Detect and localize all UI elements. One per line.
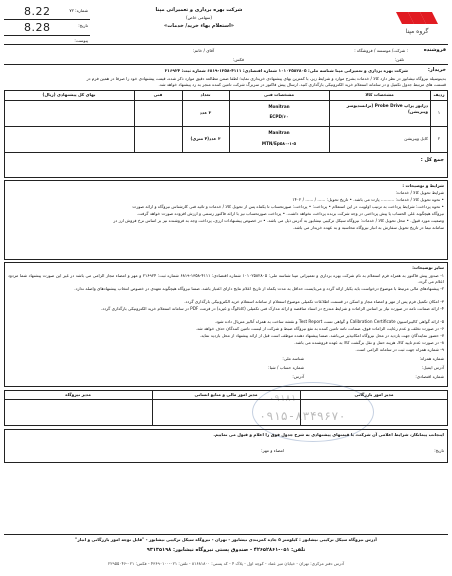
- condition-line-3: • نحوه پرداخت: شرایط پرداخت به ترتیب اولویت در این استعلام • پرداخت: • پرداخت: صورتحساب تا یکماه پس از تحویل کالا / خدمات و تائید فنی کارشناس نیروگاه و ارائه صورت: [132, 204, 444, 209]
- col-header-total: بهای کل پیشنهادی (ریال): [42, 92, 96, 97]
- note-1: ۱- صدور پیش فاکتور به همراه فرم استعلام به نام شرکت بهره برداری و تعمیراتی مپنا شناسه ملی: ۱۰۱۰۲۵۸۲۸۰۵ شماره اقتصادی: ۴۱۱۱-۱۳۵۸-۶۸۱۹ شماره ثبت: ۲۱۶۹۲۴ و مهر و امضاء مجاز الزامی می باشد در غیر این صورت پیشنهاد شما مردود اعلام می گردد.: [8, 273, 444, 284]
- approval-finance: مدیر امور مالی و منابع انسانی: [194, 392, 258, 397]
- note-9: ۹- شماره همراه جهت ثبت در سامانه الزامی است.: [355, 347, 444, 352]
- col-header-qty: تعداد: [200, 92, 211, 97]
- note-8: ۸- در صورت عدم تایید کالا، هزینه حمل و نقل برگشت کالا به عهده فروشنده می باشد.: [294, 340, 444, 345]
- note-7: ۷- حضور نمایندگان جهت بازدید در محل نیروگاه امکانپذیر می‌باشد. ضمنا پیشنهاد دهنده موظف است قبل از ارائه پیشنهاد از محل بازدید نماید.: [199, 333, 444, 338]
- document-page: [4, 4, 448, 572]
- seller-phone-label: تلفن:: [394, 57, 404, 62]
- total-label: جمع کل :: [420, 157, 444, 163]
- field-economic: شماره اقتصادی:: [415, 374, 444, 379]
- note-2: ۲- پیشنهادهای مالی مرتبط با موضوع درخواست باید یکبار ارائه گردد و می‌بایست حداقل به مدت یکماه از تاریخ اعلام نتایج دارای اعتبار باشد. ضمنا نیروگاه هیچگونه تعهدی در خصوص انتخاب پیشنهادهای واصله ندارد.: [74, 286, 444, 291]
- intro-line-2: قسمت های مرتبط جدول تکمیل و در سامانه استعلام خرید الکترونیکی بارگذاری کنید. ارسال پیش فاکتور در سربرگ شرکت تامین کننده منجر به رد پیشنهاد خواهد شد.: [158, 82, 446, 87]
- col-header-name: مشخصات کالا: [365, 92, 394, 97]
- mapna-logo: [386, 10, 444, 38]
- buyer-info: شرکت بهره برداری و تعمیراتی مپنا شناسه ملی: ۱۰۱۰۲۵۸۲۸۰۵ شماره اقتصادی: ۴۱۱۱-۱۳۵۸-۶۸۱۹ شماره ثبت: ۲۱۶۹۲۴: [164, 68, 408, 73]
- row-1-name: درایور پراپ Probe Drive (ترانسدیوسر ویبریشن): [346, 103, 428, 114]
- stamp-top-number: ۰۹۱۸۱: [269, 394, 297, 404]
- buyer-label: خریدار:: [427, 67, 446, 73]
- row-2-spec-model: MTN/Ep۵۸۰-۱-۵: [261, 141, 297, 146]
- field-address: آدرس:: [292, 374, 304, 379]
- handwritten-date: 8.28: [24, 21, 51, 34]
- row-2-qty: ۳ عدد(۴ متری): [190, 136, 221, 141]
- stamp-phone-number: ۰۹۱۵-۸۳۴۹۶۷۰: [259, 409, 346, 423]
- attachment-label: پیوست:: [74, 38, 88, 43]
- signoff-text: اینجانب پیمانکار، شرایط اعلامی آن شرکت، با قیمتهای پیشنهادی به شرح جدول فوق را اعلام و قبول می نماییم.: [213, 432, 444, 437]
- condition-line-6: سامانه نیما در تاریخ تحویل سفارش به انبار نیروگاه محاسبه و به عهده خریدار می باشد.: [292, 225, 444, 230]
- intro-line-1: بدینوسیله نیروگاه نیشابور در نظر دارد کالا / خدمات بشرح موارد و شرایط زیر، با کمترین بهای پیشنهادی خریداری نماید؛ لطفا ضمن مطالعه دقیق موارد ذکر شده، قیمت پیشنهادی خود را صرفا در همین فرم در: [86, 76, 446, 81]
- col-header-index: ردیف: [433, 92, 445, 97]
- col-header-tech: فنی: [153, 92, 163, 97]
- row-1-qty: ۳ عدد: [199, 110, 212, 115]
- form-title: «استعلام بهاء خرید/ خدمات»: [163, 23, 235, 29]
- condition-line-4: نیروگاه هیچگونه علی الحساب یا پیش پرداختی در وجه شرکت برنده پرداخت نخواهد داشت. • پرداخت صورتحساب نیز با ارائه فاکتور رسمی و ارزش افزوده صورت خواهد گرفت.: [136, 211, 444, 216]
- row-2-spec-brand: Manitran: [268, 130, 290, 135]
- footer-office: آدرس دفتر مرکزی: تهران - خیابان میر عماد - کوچه اول - پلاک ۴ - کد پستی: ۸۱۶۸۱۸۰۰ - تلفن: ۰۲۱-۴۳۶۹۰۱۰۰ - فکس: ۰۲۱-۲۲۹۵۵۰۴۶: [107, 561, 345, 566]
- approval-plant-manager: مدیر نیروگاه: [65, 392, 91, 397]
- condition-line-1: شرایط تحویل کالا / خدمات:: [395, 190, 444, 195]
- row-2-name: کابل ویبریشن: [404, 136, 428, 141]
- company-type: (سهامی خاص): [186, 15, 212, 20]
- note-3: ۳- امکان تکمیل فرم پس از مهر و امضاء مجاز و اسکن در قسمت اطلاعات تکمیلی موضوع استعلام از سامانه استعلام خرید الکترونیکی بارگذاری گردد.: [184, 299, 444, 304]
- signoff-signature: امضاء و مهر:: [261, 448, 284, 453]
- seller-label: فروشنده: [423, 47, 446, 53]
- number-label: شماره: ۷۲: [69, 8, 88, 13]
- field-email: آدرس ایمیل:: [421, 365, 444, 370]
- condition-line-5: وضعیت مورد قبول. • محل تحویل کالا / خدمات: نیروگاه سیکل ترکیبی نیشابور به آدرس ذیل می باشد. • در خصوص پیشنهادات ارزی، پرداخت وجه به فروشنده نیز بر اساس نرخ فروش ارز در: [113, 218, 444, 223]
- field-bank: شماره حساب / شبا:: [268, 365, 304, 370]
- handwritten-number: 8.22: [24, 5, 51, 18]
- field-mobile: شماره همراه:: [419, 356, 444, 361]
- field-national-id: شناسه ملی:: [282, 356, 304, 361]
- seller-company-field: : شرکت/ موسسه / فروشگاه :: [354, 48, 408, 53]
- note-4: ۴- ارائه ضمانت نامه در صورت نیاز بر اساس الزامات و شرایط مندرج در اسناد مناقصه و ارائه مدارک فنی تکمیلی (کاتالوگ و غیره) در فرمت PDF در سامانه استعلام خرید الکترونیکی بارگذاری گردد.: [100, 306, 444, 311]
- footer-phone: تلفن: ۰۵۱-۴۲۶۵۲۸۶۱ - صندوق پستی نیروگاه نیشابور: ۹۳۱۳۵۱۹۸: [146, 547, 306, 553]
- note-5: ۵- ارائه گواهی کالیبراسیون Calibration Certificate و گواهی تست Test Report و نقشه ساخت به همراه آنالیز متریال داده شود.: [214, 319, 444, 324]
- seller-fax-label: فکس:: [232, 57, 244, 62]
- condition-line-2: • نحوه تحویل کالا / خدمات: .......... پارت می باشد. • تاریخ تحویل: ...... / ...... / ۱۴۰۲: [292, 197, 444, 202]
- footer-address: آدرس نیروگاه سیکل ترکیبی نیشابور : کیلومتر ۵ جاده کمربندی نیشابور - تهران - نیروگاه سیکل ترکیبی نیشابور - "قابل توجه امور بازرگانی و انبار": [75, 537, 377, 542]
- conditions-title: شرایط و توضیحات :: [402, 183, 444, 188]
- row-1-spec-model: ECPD/۶۰: [269, 114, 289, 119]
- company-name: شرکت بهره برداری و تعمیراتی مپنا: [155, 7, 243, 13]
- note-6: ۶- در صورت تخلف و عدم رعایت الزامات فوق، ضمانت نامه تامین کننده به نفع نیروگاه ضبط و شرکت از لیست تامین کنندگان حذف خواهد شد.: [195, 326, 444, 331]
- seller-person-label: آقای / خانم:: [192, 48, 214, 53]
- signoff-date: تاریخ:: [434, 448, 444, 453]
- col-header-spec: مشخصات فنی: [264, 92, 294, 97]
- approval-commerce: مدیر امور بازرگانی: [354, 392, 394, 397]
- row-2-index: ۲: [437, 136, 441, 141]
- row-1-spec-brand: Monitran: [268, 104, 290, 109]
- date-label: تاریخ:: [78, 23, 88, 28]
- row-1-index: ۱: [437, 110, 441, 115]
- notes-title: سایر توضیحات:: [412, 265, 444, 270]
- svg-text:گروه مپنا: گروه مپنا: [405, 28, 429, 35]
